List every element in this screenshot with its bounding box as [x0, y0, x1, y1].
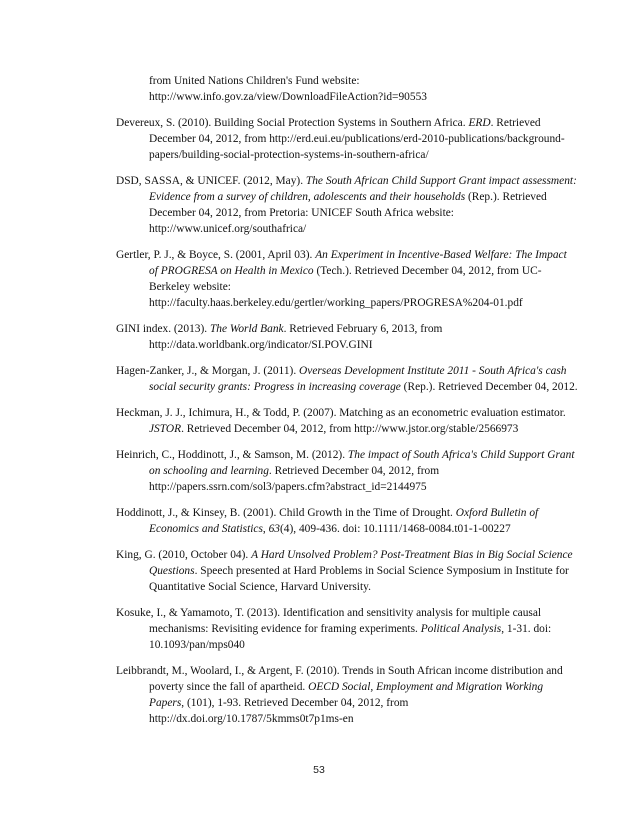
reference-italic-text: Overseas Development Institute 2011 - South Africa's cash social security grants: Progress in increasing coverage	[149, 365, 567, 393]
reference-italic-text: OECD Social, Employment and Migration Working Papers	[149, 681, 544, 709]
reference-entry	[116, 605, 578, 653]
reference-text: (Rep.). Retrieved December 04, 2012.	[400, 381, 578, 393]
reference-text: Hoddinott, J., & Kinsey, B. (2001). Child Growth in the Time of Drought.	[116, 507, 456, 519]
reference-italic-text: Oxford Bulletin of Economics and Statistics	[149, 507, 539, 535]
reference-text: . Retrieved December 04, 2012, from http://www.jstor.org/stable/2566973	[181, 423, 519, 435]
reference-italic-text: JSTOR	[149, 423, 182, 435]
reference-entry	[116, 173, 578, 237]
reference-text: Heinrich, C., Hoddinott, J., & Samson, M. (2012).	[116, 449, 348, 461]
reference-italic-text: The World Bank	[209, 323, 284, 335]
reference-text: . Speech presented at Hard Problems in Social Science Symposium in Institute for Quantitative Social Science, Harvard University.	[149, 565, 569, 593]
reference-text: GINI index. (2013).	[116, 323, 210, 335]
reference-italic-text: An Experiment in Incentive-Based Welfare: The Impact of PROGRESA on Health in Mexico	[149, 249, 567, 277]
page-number: 53	[313, 764, 325, 776]
reference-entry	[116, 321, 578, 353]
reference-italic-text: The South African Child Support Grant impact assessment: Evidence from a survey of children, adolescents and their households	[149, 175, 577, 203]
reference-text: , (101), 1-93. Retrieved December 04, 2012, from http://dx.doi.org/10.1787/5kmms0t7p1ms-en	[149, 697, 409, 725]
reference-text: . Retrieved December 04, 2012, from http://erd.eui.eu/publications/erd-2010-publications/background-papers/building-social-protection-systems-in-southern-africa/	[149, 117, 565, 161]
reference-text: (Rep.). Retrieved December 04, 2012, from Pretoria: UNICEF South Africa website: http://www.unicef.org/southafrica/	[149, 191, 547, 235]
reference-text: . Retrieved February 6, 2013, from http://data.worldbank.org/indicator/SI.POV.GINI	[149, 323, 443, 351]
reference-entry	[116, 363, 578, 395]
reference-italic-text: The impact of South Africa's Child Support Grant on schooling and learning	[149, 449, 575, 477]
reference-entry	[116, 73, 578, 105]
reference-italic-text: 63	[268, 523, 280, 535]
reference-entry	[116, 547, 578, 595]
reference-text: Kosuke, I., & Yamamoto, T. (2013). Identification and sensitivity analysis for multiple causal mechanisms: Revisiting evidence for framing experiments.	[116, 607, 542, 635]
reference-text: , 1-31. doi: 10.1093/pan/mps040	[149, 623, 552, 651]
reference-text: Devereux, S. (2010). Building Social Protection Systems in Southern Africa.	[116, 117, 469, 129]
reference-entry	[116, 405, 578, 437]
reference-text: Hagen-Zanker, J., & Morgan, J. (2011).	[116, 365, 300, 377]
reference-text: (4), 409-436. doi: 10.1111/1468-0084.t01-1-00227	[280, 523, 511, 535]
reference-text: DSD, SASSA, & UNICEF. (2012, May).	[116, 175, 306, 187]
reference-italic-text: A Hard Unsolved Problem? Post-Treatment Bias in Big Social Science Questions	[149, 549, 573, 577]
reference-italic-text: ERD	[468, 117, 491, 129]
reference-entry	[116, 247, 578, 311]
reference-text: King, G. (2010, October 04).	[116, 549, 252, 561]
reference-text: ,	[262, 523, 269, 535]
reference-text: Gertler, P. J., & Boyce, S. (2001, April 03).	[116, 249, 316, 261]
reference-text: Leibbrandt, M., Woolard, I., & Argent, F. (2010). Trends in South African income distribution and poverty since the fall of apartheid.	[116, 665, 563, 693]
reference-text: . Retrieved December 04, 2012, from http://papers.ssrn.com/sol3/papers.cfm?abstract_id=2144975	[149, 465, 440, 493]
reference-text: (Tech.). Retrieved December 04, 2012, from UC-Berkeley website: http://faculty.haas.berkeley.edu/gertler/working_papers/PROGRESA%204-01.pdf	[149, 265, 542, 309]
reference-text: Heckman, J. J., Ichimura, H., & Todd, P. (2007). Matching as an econometric evaluation estimator.	[116, 407, 566, 419]
reference-entry	[116, 663, 578, 727]
reference-list	[116, 73, 578, 737]
reference-italic-text: Political Analysis	[420, 623, 502, 635]
reference-text: from United Nations Children's Fund website: http://www.info.gov.za/view/DownloadFileAction?id=90553	[149, 75, 427, 103]
reference-entry	[116, 115, 578, 163]
reference-entry	[116, 505, 578, 537]
reference-entry	[116, 447, 578, 495]
